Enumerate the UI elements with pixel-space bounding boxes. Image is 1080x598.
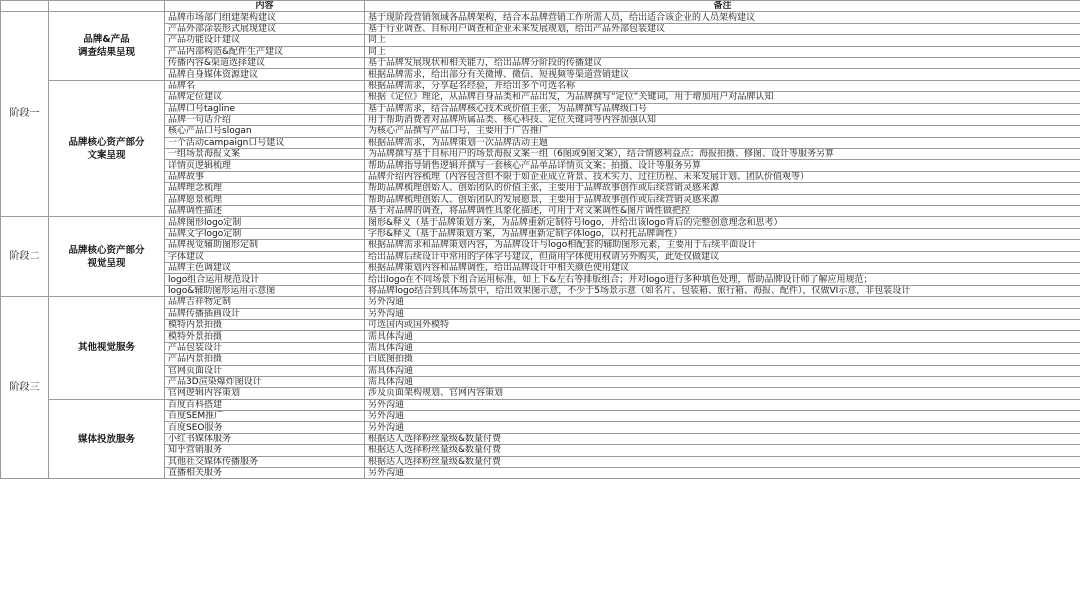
remark-cell: 基于现阶段营销领域各品牌架构，结合本品牌营销工作所需人员，给出适合该企业的人员架构建议 (365, 12, 1080, 23)
table-row (1, 217, 1080, 228)
group-cell: 媒体投放服务 (49, 399, 165, 479)
content-cell: 品牌愿景梳理 (165, 194, 365, 205)
table-row (1, 297, 1080, 308)
remark-cell: 另外沟通 (365, 468, 1080, 479)
remark-cell: 另外沟通 (365, 399, 1080, 410)
group-cell: 品牌核心资产部分 视觉呈现 (49, 217, 165, 297)
remark-cell: 根据品牌需求和品牌策划内容，为品牌设计与logo相配套的辅助图形元素，主要用于后续平面设计 (365, 240, 1080, 251)
content-cell: 核心产品口号slogan (165, 126, 365, 137)
content-cell: 百度SEM推广 (165, 411, 365, 422)
remark-cell: 另外沟通 (365, 308, 1080, 319)
content-cell: 产品3D渲染爆炸图设计 (165, 376, 365, 387)
content-cell: 百度SEO服务 (165, 422, 365, 433)
content-cell: 直播相关服务 (165, 468, 365, 479)
remark-cell: 帮助品牌指导销售逻辑并撰写一套核心产品单品详情页文案；拍摄、设计等服务另算 (365, 160, 1080, 171)
group-cell: 品牌&产品 调查结果呈现 (49, 12, 165, 80)
content-cell: 品牌文字logo定制 (165, 228, 365, 239)
header-content: 内容 (165, 1, 365, 12)
content-cell: 产品内景拍摄 (165, 354, 365, 365)
content-cell: 一组场景海报文案 (165, 149, 365, 160)
remark-cell: 同上 (365, 35, 1080, 46)
header-remark: 备注 (365, 1, 1080, 12)
content-cell: 产品功能设计建议 (165, 35, 365, 46)
table-row (1, 399, 1080, 410)
content-cell: 品牌视觉辅助图形定制 (165, 240, 365, 251)
remark-cell: 帮助品牌梳理创始人、创始团队的价值主张，主要用于品牌故事创作或后续营销灵感来源 (365, 183, 1080, 194)
remark-cell: 根据品牌需求，分享起名经验，并给出多个可选名称 (365, 80, 1080, 91)
remark-cell: 基于品牌发展现状和相关能力，给出品牌分阶段的传播建议 (365, 57, 1080, 68)
content-cell: 品牌名 (165, 80, 365, 91)
remark-cell: 需具体沟通 (365, 342, 1080, 353)
remark-cell: 需具体沟通 (365, 365, 1080, 376)
content-cell: 模特内景拍摄 (165, 319, 365, 330)
content-cell: 小红书媒体服务 (165, 433, 365, 444)
table-row (1, 80, 1080, 91)
content-cell: 品牌理念梳理 (165, 183, 365, 194)
stage-cell: 阶段一 (1, 12, 49, 217)
remark-cell: 基于对品牌的调查，将品牌调性具象化描述，可用于对文案调性&图片调性做把控 (365, 206, 1080, 217)
header-group (49, 1, 165, 12)
content-cell: 品牌传播插画设计 (165, 308, 365, 319)
content-cell: 品牌吉祥物定制 (165, 297, 365, 308)
remark-cell: 需具体沟通 (365, 376, 1080, 387)
content-cell: 一个活动campaign口号建议 (165, 137, 365, 148)
remark-cell: 同上 (365, 46, 1080, 57)
remark-cell: 给出logo在不同场景下组合运用标准，如上下&左右等排版组合；并对logo进行多种填色处理，帮助品牌设计师了解应用规范； (365, 274, 1080, 285)
header-stage (1, 1, 49, 12)
content-cell: logo&辅助图形运用示意图 (165, 285, 365, 296)
content-cell: 品牌定位建议 (165, 92, 365, 103)
remark-cell: 需具体沟通 (365, 331, 1080, 342)
content-cell: 品牌口号tagline (165, 103, 365, 114)
content-cell: 产品内部构造&配件生产建议 (165, 46, 365, 57)
content-cell: logo组合运用规范设计 (165, 274, 365, 285)
content-cell: 品牌图形logo定制 (165, 217, 365, 228)
remark-cell: 根据《定位》理论，从品牌自身品类和产品出发，为品牌撰写“定位”关键词，用于增加用户对品牌认知 (365, 92, 1080, 103)
remark-cell: 图形&释义（基于品牌策划方案，为品牌重新定制符号logo，并给出该logo背后的完整创意理念和思考） (365, 217, 1080, 228)
content-cell: 产品外部涂装形式展现建议 (165, 23, 365, 34)
content-cell: 产品包装设计 (165, 342, 365, 353)
table-row (1, 12, 1080, 23)
remark-cell: 品牌介绍内容梳理（内容包含但不限于如企业成立背景、技术实力、过往历程、未来发展计划、团队价值观等） (365, 171, 1080, 182)
content-cell: 百度百科搭建 (165, 399, 365, 410)
content-cell: 详情页逻辑梳理 (165, 160, 365, 171)
content-cell: 其他社交媒体传播服务 (165, 456, 365, 467)
content-cell: 字体建议 (165, 251, 365, 262)
remark-cell: 根据品牌需求，为品牌策划一次品牌活动主题 (365, 137, 1080, 148)
stage-cell: 阶段二 (1, 217, 49, 297)
remark-cell: 白底图拍摄 (365, 354, 1080, 365)
remark-cell: 涉及页面架构规划、官网内容策划 (365, 388, 1080, 399)
header-row (1, 1, 1080, 12)
remark-cell: 基于行业调查、目标用户调查和企业未来发展规划，给出产品外部包装建议 (365, 23, 1080, 34)
content-cell: 官网页面设计 (165, 365, 365, 376)
content-cell: 品牌一句话介绍 (165, 114, 365, 125)
remark-cell: 根据达人选择粉丝量级&数量付费 (365, 456, 1080, 467)
remark-cell: 将品牌logo结合到具体场景中，给出效果图示意，不少于5场景示意（如名片、包装箱、旅行箱、海报、配件），仅做VI示意，非包装设计 (365, 285, 1080, 296)
remark-cell: 基于品牌需求，结合品牌核心技术或价值主张，为品牌撰写品牌级口号 (365, 103, 1080, 114)
content-cell: 知乎营销服务 (165, 445, 365, 456)
remark-cell: 根据达人选择粉丝量级&数量付费 (365, 445, 1080, 456)
remark-cell: 另外沟通 (365, 297, 1080, 308)
remark-cell: 帮助品牌梳理创始人、创始团队的发展愿景，主要用于品牌故事创作或后续营销灵感来源 (365, 194, 1080, 205)
remark-cell: 另外沟通 (365, 422, 1080, 433)
content-cell: 模特外景拍摄 (165, 331, 365, 342)
table-body (1, 12, 1080, 479)
content-cell: 品牌故事 (165, 171, 365, 182)
remark-cell: 为核心产品撰写产品口号，主要用于广告推广 (365, 126, 1080, 137)
content-cell: 品牌调性描述 (165, 206, 365, 217)
content-cell: 品牌市场部门组建架构建议 (165, 12, 365, 23)
remark-cell: 另外沟通 (365, 411, 1080, 422)
group-cell: 其他视觉服务 (49, 297, 165, 400)
remark-cell: 为品牌撰写基于目标用户的场景海报文案一组（6图或9图文案），结合情感利益点；海报拍摄、修图、设计等服务另算 (365, 149, 1080, 160)
remark-cell: 字形&释义（基于品牌策划方案，为品牌重新定制字体logo，以衬托品牌调性） (365, 228, 1080, 239)
content-cell: 传播内容&渠道选择建议 (165, 57, 365, 68)
content-cell: 品牌自身媒体资源建议 (165, 69, 365, 80)
stage-cell: 阶段三 (1, 297, 49, 479)
content-cell: 官网逻辑内容策划 (165, 388, 365, 399)
remark-cell: 可选国内或国外模特 (365, 319, 1080, 330)
remark-cell: 用于帮助消费者对品牌所属品类、核心科技、定位关键词等内容加强认知 (365, 114, 1080, 125)
content-cell: 品牌主色调建议 (165, 262, 365, 273)
remark-cell: 根据达人选择粉丝量级&数量付费 (365, 433, 1080, 444)
group-cell: 品牌核心资产部分 文案呈现 (49, 80, 165, 217)
remark-cell: 根据品牌策划内容和品牌调性，给出品牌设计中相关颜色使用建议 (365, 262, 1080, 273)
remark-cell: 给出品牌后续设计中常用的字体字号建议，但商用字体使用权请另外购买，此处仅做建议 (365, 251, 1080, 262)
remark-cell: 根据品牌需求，给出部分有关微博、微信、短视频等渠道营销建议 (365, 69, 1080, 80)
